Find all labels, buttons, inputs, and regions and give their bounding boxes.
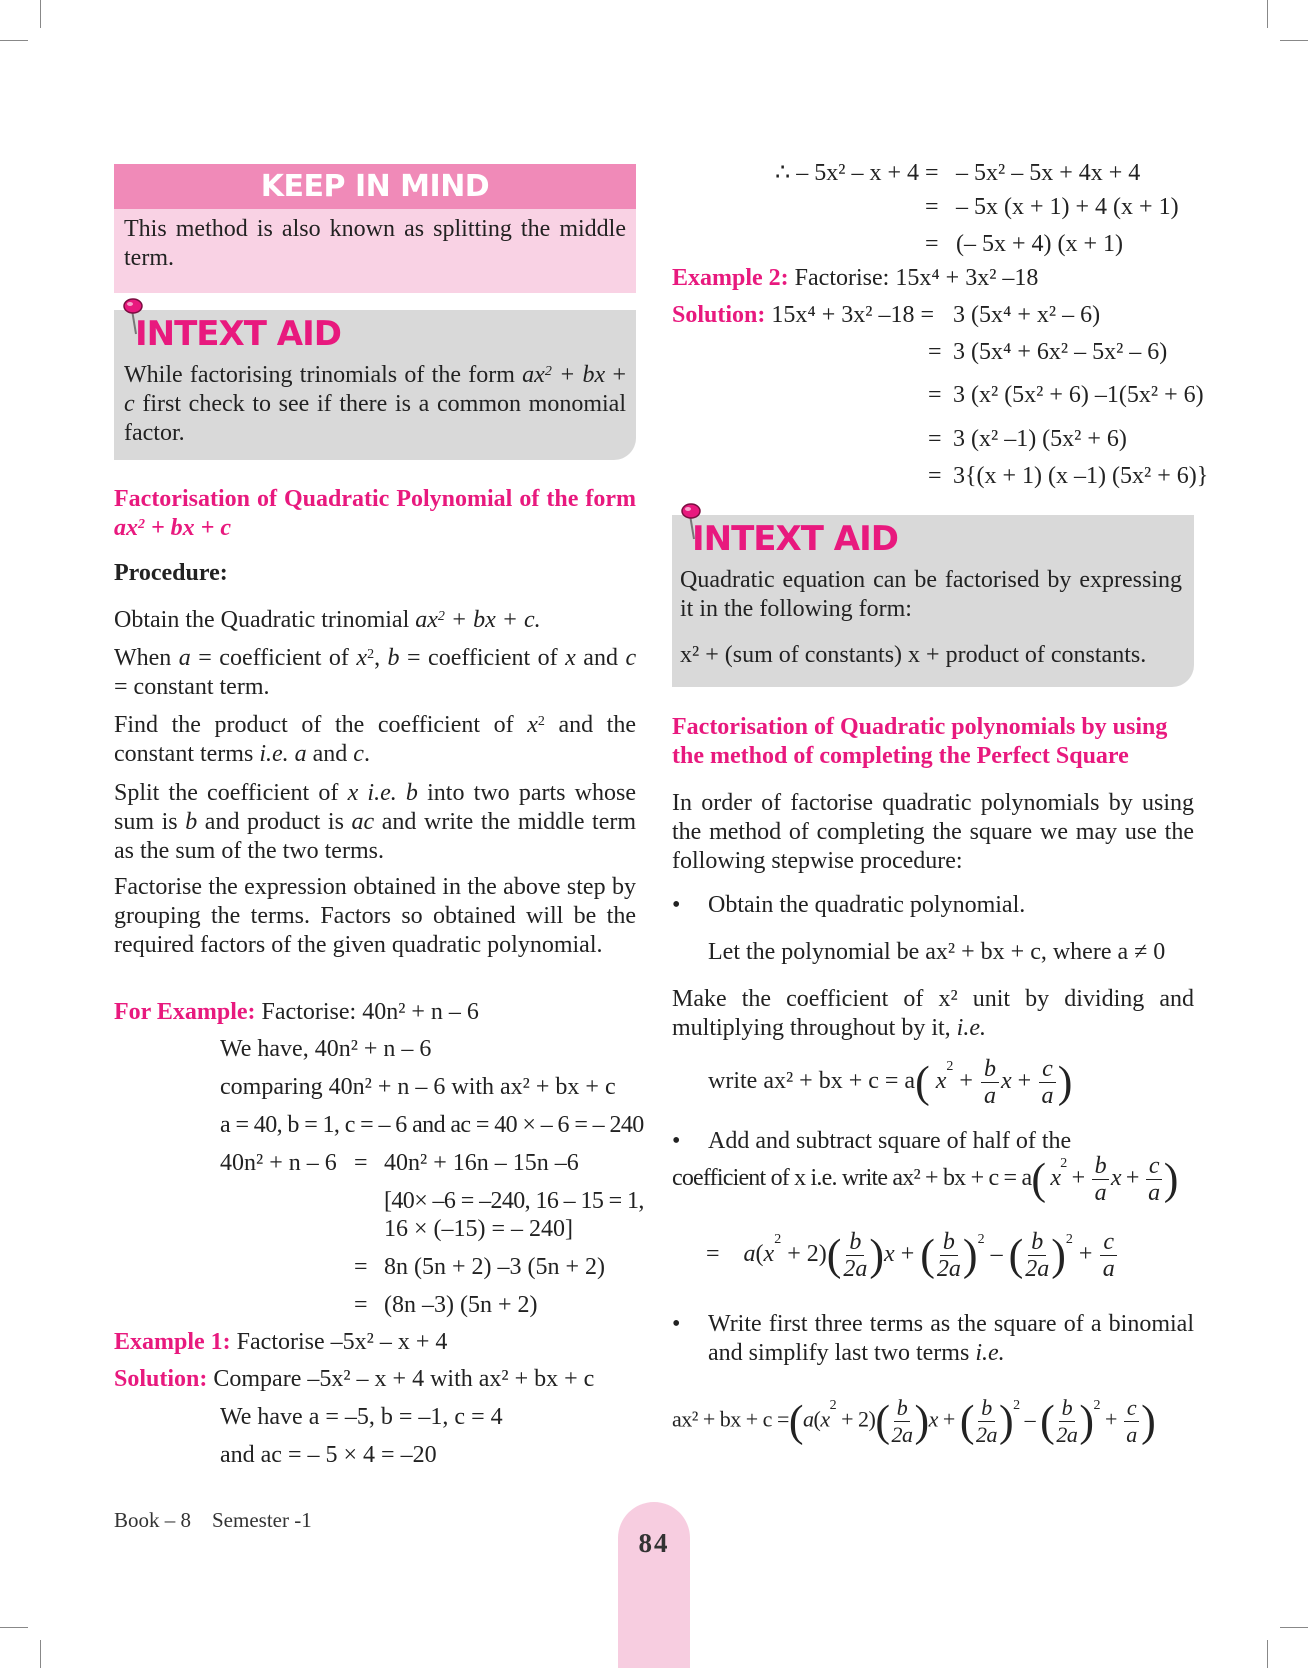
section-intro: In order of factorise quadratic polynomials by using the method of completing the square we may use the following stepwise procedure: <box>672 790 1194 874</box>
procedure-step-3: Find the product of the coefficient of $x^2$ and the constant terms i.e. a and c. <box>114 712 637 767</box>
equals-sign: = <box>928 426 942 452</box>
formula-add-subtract: coefficient of x i.e. write ax² + bx + c = a( $x^2$ + $\frac{b}{a}$ x + $\frac{c}{a}$ ) <box>672 1153 1178 1206</box>
example-2-step: 3 (5x⁴ + 6x² – 5x² – 6) <box>953 339 1168 365</box>
bullet-text: Obtain the quadratic polynomial. <box>708 892 1026 918</box>
example-1-task: Factorise –5x² – x + 4 <box>236 1329 448 1355</box>
fraction: $\frac{b}{a}$ <box>981 1056 999 1109</box>
page-number: 84 <box>638 1528 670 1558</box>
bullet-text: Add and subtract square of half of the <box>708 1128 1072 1154</box>
intext-aid-formula: x² + (sum of constants) x + product of constants. <box>680 642 1147 668</box>
example-1-solution <box>114 1365 594 1394</box>
section-heading: Factorisation of Quadratic polynomials by using the method of completing the Perfect Square <box>672 714 1168 769</box>
procedure-step-5: Factorise the expression obtained in the above step by grouping the terms. Factors so obtained will be the required factors of the given quadratic polynomial. <box>114 874 636 958</box>
crop-mark <box>0 40 28 41</box>
example-line-rhs: 40n² + 16n – 15n –6 <box>384 1150 579 1176</box>
footer-book: Book – 8 Semester -1 <box>114 1508 312 1532</box>
example-note: [40× –6 = –240, 16 – 15 = 1, <box>384 1188 644 1214</box>
example-2-task: Factorise: 15x⁴ + 3x² –18 <box>794 265 1039 291</box>
crop-mark <box>40 1640 41 1668</box>
step4-text-c: and product is <box>204 809 344 835</box>
intext-aid-text-a: While factorising trinomials of the form <box>124 362 515 388</box>
step1-text: Obtain the Quadratic trinomial <box>114 607 410 633</box>
example-line: We have a = –5, b = –1, c = 4 <box>220 1404 503 1430</box>
example-2-lhs: 15x⁴ + 3x² –18 = <box>771 302 935 328</box>
bullet-text <box>708 1310 1194 1368</box>
step4-text-a: Split the coefficient of <box>114 780 339 806</box>
procedure-step-4: Split the coefficient of x i.e. b into two parts whose sum is b and product is ac and write the middle term as the sum of the two terms. <box>114 780 637 864</box>
equals-sign: = <box>928 339 942 365</box>
formula-final: ax² + bx + $c =(a(x^2 + 2)$( $\frac{b}{2a}$ )x + ( $\frac{b}{2a}$ )$^2$ – ( $\frac{b}{2a}$ )$^2$ + $\frac{c}{a}$ ) <box>672 1395 1156 1447</box>
formula-expanded: = $a(x^2 + 2)$( $\frac{b}{2a}$ )x + ( $\frac{b}{2a}$ )$^2$ – ( $\frac{b}{2a}$ )$^2$ + $\frac{c}{a}$ <box>706 1229 1119 1282</box>
solution-label: Solution: <box>114 1366 208 1392</box>
step2-text-a: When <box>114 645 172 671</box>
step4-text-b: into two parts whose sum is <box>114 780 636 835</box>
intext-aid-text: While factorising trinomials of the form $ax^2$ + bx + c first check to see if there is a common monomial factor. <box>124 362 627 446</box>
example-1-step: – 5x² – 5x + 4x + 4 <box>956 160 1141 186</box>
example-1 <box>114 1328 447 1357</box>
paren-open: ( <box>1031 1154 1046 1204</box>
equals-sign: = <box>928 382 942 408</box>
section-heading-text: Factorisation of Quadratic Polynomial of the form <box>114 486 636 512</box>
equals-sign: = <box>925 194 939 220</box>
equals-sign: = <box>354 1254 368 1280</box>
example-line: and ac = – 5 × 4 = –20 <box>220 1442 437 1468</box>
step3-text-b: and the constant terms <box>114 712 637 767</box>
step2-text-b: = coefficient of <box>198 645 349 671</box>
example-line: We have, 40n² + n – 6 <box>220 1036 432 1062</box>
procedure-step-2: When a = coefficient of $x^2$, b = coefficient of x and c = constant term. <box>114 645 637 700</box>
intext-aid-title: INTEXT AID <box>692 519 898 559</box>
crop-mark <box>40 0 41 28</box>
example-line: a = 40, b = 1, c = – 6 and ac = 40 × – 6 = – 240 <box>220 1112 644 1138</box>
make-ie: i.e. <box>956 1015 986 1041</box>
example-2-step: 3 (5x⁴ + x² – 6) <box>953 302 1101 328</box>
formula-write-lhs: write ax² + bx + c = a <box>708 1068 916 1095</box>
solution-text: Compare –5x² – x + 4 with ax² + bx + c <box>213 1366 595 1392</box>
example-2 <box>672 264 1038 293</box>
for-example-task: Factorise: 40n² + n – 6 <box>261 999 479 1025</box>
crop-mark <box>1267 1640 1268 1668</box>
keep-in-mind-body: This method is also known as splitting the middle term. <box>114 209 636 293</box>
page-number-tab <box>618 1502 690 1668</box>
procedure-step-1: Obtain the Quadratic trinomial $ax^2$ + bx + c. <box>114 607 541 633</box>
crop-mark <box>1267 0 1268 28</box>
for-example <box>114 998 479 1027</box>
make-text: Make the coefficient of x² unit by dividing and multiplying throughout by it, <box>672 986 1194 1041</box>
section-heading: Factorisation of Quadratic Polynomial of the form $ax^2$ + bx + c <box>114 486 636 541</box>
example-line-lhs: 40n² + n – 6 <box>220 1150 337 1176</box>
bullet-3-ie: i.e. <box>975 1340 1005 1366</box>
example-1-step: ∴ – 5x² – x + 4 = <box>775 160 939 186</box>
step4-text-d: and write the middle term as the sum of the two terms. <box>114 809 637 864</box>
formula-add-lhs: coefficient of x i.e. write ax² + bx + c = a <box>672 1165 1032 1192</box>
example-line: (8n –3) (5n + 2) <box>384 1292 538 1318</box>
example-2-step: 3 (x² –1) (5x² + 6) <box>953 426 1127 452</box>
example-2-step: 3 (x² (5x² + 6) –1(5x² + 6) <box>953 382 1204 408</box>
example-line: 8n (5n + 2) –3 (5n + 2) <box>384 1254 606 1280</box>
solution-label: Solution: <box>672 302 766 328</box>
bullet-text: Let the polynomial be ax² + bx + c, where a ≠ 0 <box>708 939 1166 965</box>
crop-mark <box>0 1627 28 1628</box>
formula-write: write ax² + bx + c = a( $x^2$ + $\frac{b}{a}$ x + $\frac{c}{a}$ ) <box>708 1056 1073 1109</box>
keep-in-mind-header <box>114 164 636 209</box>
example-line: comparing 40n² + n – 6 with ax² + bx + c <box>220 1074 616 1100</box>
step3-text-d: and <box>312 741 348 767</box>
paren-close: ) <box>1163 1154 1178 1204</box>
bullet-3-text: Write first three terms as the square of a binomial and simplify last two terms <box>708 1311 1194 1366</box>
fraction: $\frac{c}{a}$ <box>1146 1153 1162 1206</box>
step2-text-e: = constant term. <box>114 674 270 700</box>
example-2-step: 3{(x + 1) (x –1) (5x² + 6)} <box>953 463 1209 489</box>
keep-in-mind-title: KEEP IN MIND <box>260 169 490 204</box>
example-2-solution <box>672 301 934 330</box>
paren-open: ( <box>915 1057 930 1107</box>
crop-mark <box>1280 40 1308 41</box>
intext-aid-text: Quadratic equation can be factorised by expressing it in the following form: <box>680 567 1182 622</box>
make-coefficient <box>672 985 1194 1043</box>
bullet: • <box>672 1128 681 1154</box>
equals-sign: = <box>354 1292 368 1318</box>
equals-sign: = <box>928 463 942 489</box>
formula-final-lhs: ax² + bx + c = <box>672 1406 789 1432</box>
example-1-step: (– 5x + 4) (x + 1) <box>956 231 1124 257</box>
fraction: $\frac{b}{a}$ <box>1092 1153 1109 1206</box>
procedure-label: Procedure: <box>114 560 228 586</box>
example-1-label: Example 1: <box>114 1329 231 1355</box>
for-example-label: For Example: <box>114 999 256 1025</box>
step3-ie: i.e. <box>259 741 289 767</box>
paren-close: ) <box>1057 1057 1073 1107</box>
example-1-step: – 5x (x + 1) + 4 (x + 1) <box>956 194 1179 220</box>
intext-aid-text-b: first check to see if there is a common monomial factor. <box>124 391 626 446</box>
step3-text-a: Find the product of the coefficient of <box>114 712 514 738</box>
equals-sign: = <box>354 1150 368 1176</box>
fraction: $\frac{c}{a}$ <box>1039 1056 1056 1109</box>
intext-aid-title: INTEXT AID <box>135 314 341 354</box>
example-note: 16 × (–15) = – 240] <box>384 1216 574 1242</box>
equals-sign: = <box>925 231 939 257</box>
step2-text-d: and <box>583 645 618 671</box>
crop-mark <box>1280 1627 1308 1628</box>
example-2-label: Example 2: <box>672 265 789 291</box>
bullet: • <box>672 1311 681 1337</box>
step2-text-c: = coefficient of <box>407 645 558 671</box>
bullet: • <box>672 892 681 918</box>
